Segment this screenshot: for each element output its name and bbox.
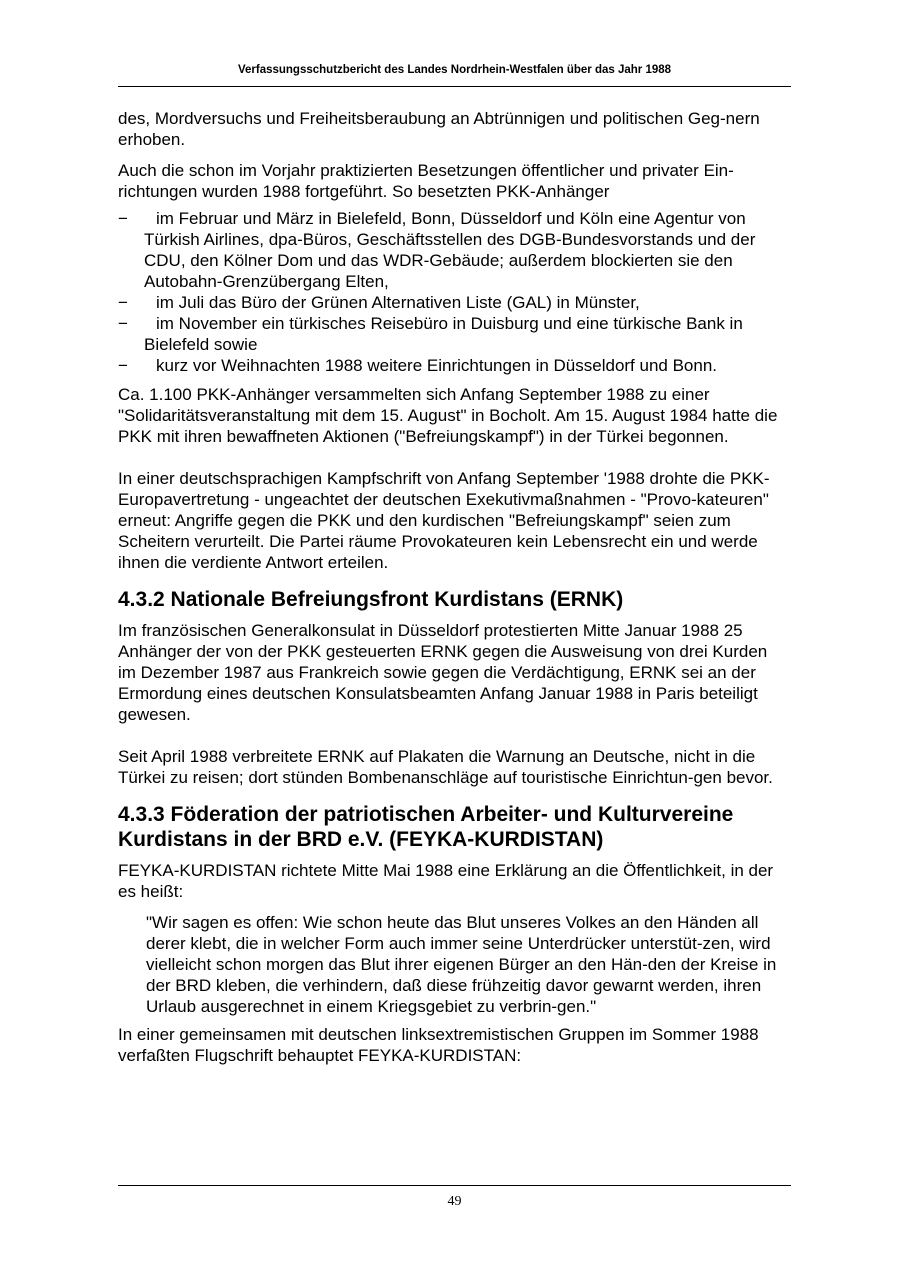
dash-marker: − xyxy=(118,356,128,375)
paragraph: des, Mordversuchs und Freiheitsberaubung an Abtrünnigen und politischen Geg-nern erhoben. xyxy=(118,109,760,149)
list-item xyxy=(118,355,783,376)
header-rule xyxy=(118,86,791,87)
list-item-text: im Juli das Büro der Grünen Alternativen Liste (GAL) in Münster, xyxy=(156,293,640,312)
list-item xyxy=(118,292,783,313)
paragraph: FEYKA-KURDISTAN richtete Mitte Mai 1988 eine Erklärung an die Öffentlichkeit, in der es heißt: xyxy=(118,861,774,901)
paragraph: In einer gemeinsamen mit deutschen linksextremistischen Gruppen im Sommer 1988 verfaßten Flugschrift behauptet FEYKA-KURDISTAN: xyxy=(118,1025,759,1065)
dash-marker: − xyxy=(118,209,128,228)
list-item xyxy=(118,208,783,292)
occupation-list xyxy=(118,208,783,376)
page-body xyxy=(118,108,783,1066)
paragraph: Seit April 1988 verbreitete ERNK auf Plakaten die Warnung an Deutsche, nicht in die Türkei zu reisen; dort stünden Bombenanschläge auf touristische Einrichtun-gen bevor. xyxy=(118,747,773,787)
dash-marker: − xyxy=(118,293,128,312)
paragraph: Ca. 1.100 PKK-Anhänger versammelten sich Anfang September 1988 zu einer "Solidaritätsveranstaltung mit dem 15. August" in Bocholt. Am 15. August 1984 hatte die PKK mit ihren bewaffneten Aktionen ("Befreiungskampf") in der Türkei begonnen. xyxy=(118,385,778,446)
list-item-text: kurz vor Weihnachten 1988 weitere Einrichtungen in Düsseldorf und Bonn. xyxy=(156,356,718,375)
list-item xyxy=(118,313,783,355)
dash-marker: − xyxy=(118,314,128,333)
paragraph: In einer deutschsprachigen Kampfschrift von Anfang September '1988 drohte die PKK-Europavertretung - ungeachtet der deutschen Exekutivmaßnahmen - "Provo-kateuren" erneut: Angriffe gegen die PKK und den kurdischen "Befreiungskampf" seien zum Scheitern verurteilt. Die Partei räume Provokateuren kein Lebensrecht ein und werde ihnen die verdiente Antwort erteilen. xyxy=(118,469,770,572)
page-number: 49 xyxy=(447,1194,462,1209)
running-header: Verfassungsschutzbericht des Landes Nordrhein-Westfalen über das Jahr 1988 xyxy=(237,64,672,76)
list-item-text: im November ein türkisches Reisebüro in Duisburg und eine türkische Bank in Bielefeld sowie xyxy=(144,314,743,354)
paragraph: Im französischen Generalkonsulat in Düsseldorf protestierten Mitte Januar 1988 25 Anhänger der von der PKK gesteuerten ERNK gegen die Ausweisung von drei Kurden im Dezember 1987 aus Frankreich sowie gegen die Verdächtigung, ERNK sei an der Ermordung eines deutschen Konsulatsbeamten Anfang Januar 1988 in Paris beteiligt gewesen. xyxy=(118,621,768,724)
footer-rule xyxy=(118,1185,791,1186)
block-quote: "Wir sagen es offen: Wie schon heute das Blut unseres Volkes an den Händen all derer klebt, die in welcher Form auch immer seine Unterdrücker unterstüt-zen, wird vielleicht schon morgen das Blut ihrer eigenen Bürger an den Hän-den der Kreise in der BRD kleben, die verhindern, daß diese frühzeitig davor gewarnt werden, ihren Urlaub ausgerechnet in einem Kriegsgebiet zu verbrin-gen." xyxy=(146,913,777,1016)
section-heading-4-3-3: 4.3.3 Föderation der patriotischen Arbeiter- und Kulturvereine Kurdistans in der BRD e.V. (FEYKA-KURDISTAN) xyxy=(118,803,734,851)
section-heading-4-3-2: 4.3.2 Nationale Befreiungsfront Kurdistans (ERNK) xyxy=(118,588,624,611)
paragraph: Auch die schon im Vorjahr praktizierten Besetzungen öffentlicher und privater Ein-richtungen wurden 1988 fortgeführt. So besetzten PKK-Anhänger xyxy=(118,161,734,201)
list-item-text: im Februar und März in Bielefeld, Bonn, Düsseldorf und Köln eine Agentur von Türkish Airlines, dpa-Büros, Geschäftsstellen des DGB-Bundesvorstands und der CDU, den Kölner Dom und das WDR-Gebäude; außerdem blockierten sie den Autobahn-Grenzübergang Elten, xyxy=(144,209,756,291)
